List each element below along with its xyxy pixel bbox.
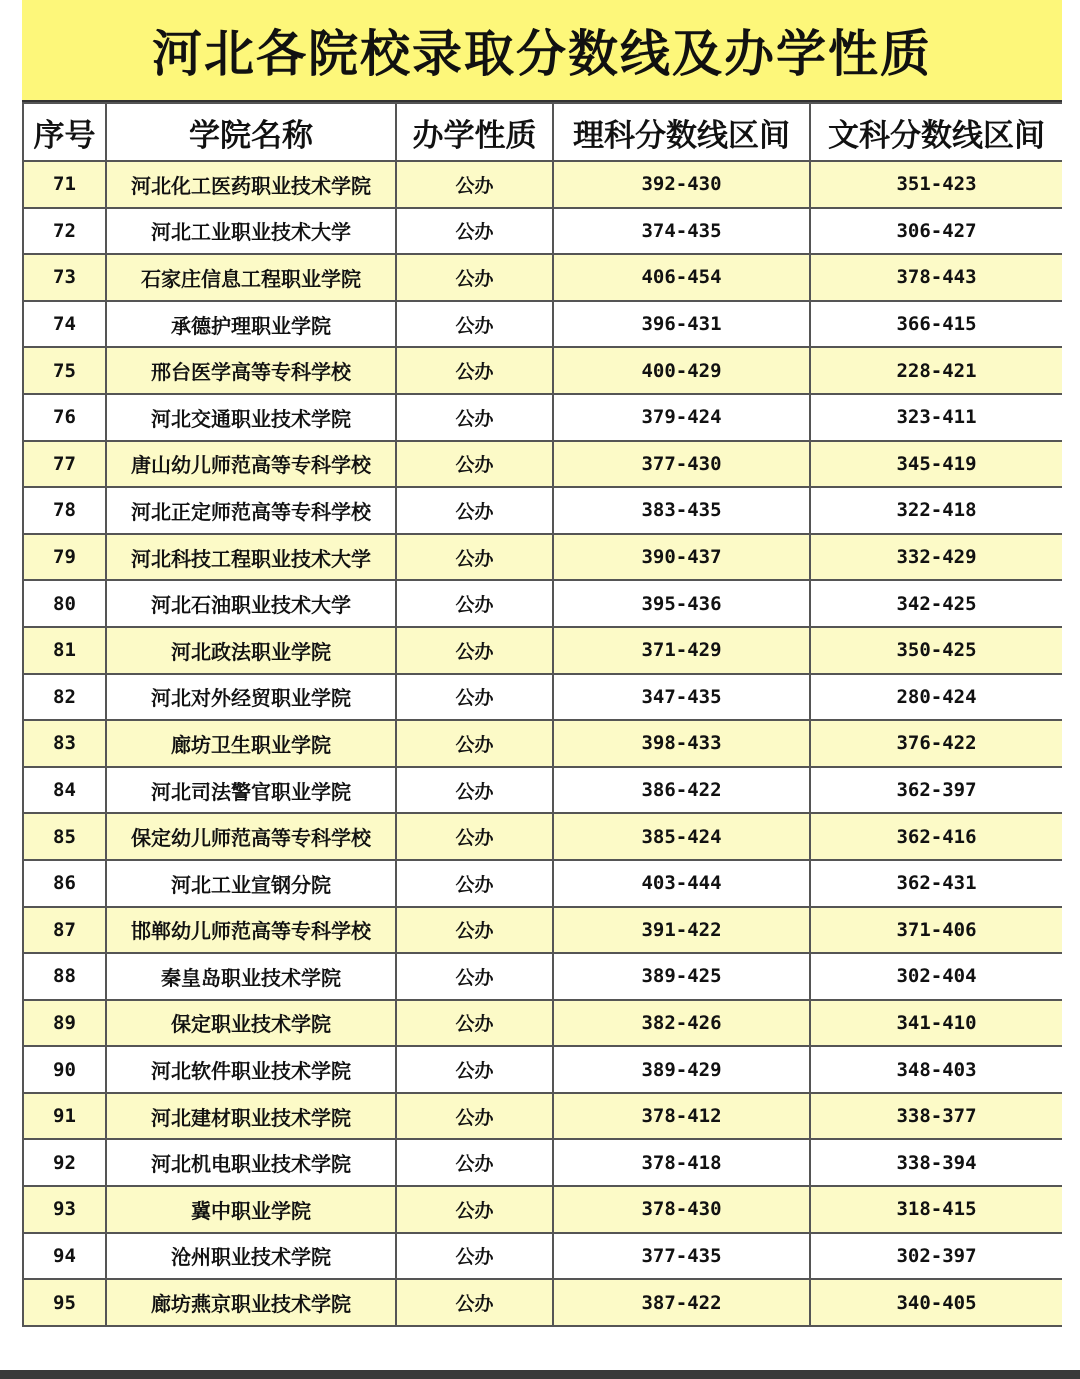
admission-score-table	[22, 102, 1062, 1327]
table-row	[23, 1093, 1062, 1140]
row-index: 90	[23, 1046, 106, 1093]
row-index: 73	[23, 254, 106, 301]
arts-score-range: 306-427	[810, 208, 1062, 255]
table-row	[23, 301, 1062, 348]
college-name: 唐山幼儿师范高等专科学校	[106, 441, 396, 488]
science-score-range: 391-422	[553, 907, 810, 954]
table-row	[23, 907, 1062, 954]
ownership-type: 公办	[396, 347, 553, 394]
arts-score-range: 322-418	[810, 487, 1062, 534]
college-name: 河北石油职业技术大学	[106, 580, 396, 627]
college-name: 保定职业技术学院	[106, 1000, 396, 1047]
table-row	[23, 627, 1062, 674]
college-name: 河北司法警官职业学院	[106, 767, 396, 814]
college-name: 河北建材职业技术学院	[106, 1093, 396, 1140]
ownership-type: 公办	[396, 953, 553, 1000]
arts-score-range: 362-397	[810, 767, 1062, 814]
table-row	[23, 1186, 1062, 1233]
science-score-range: 390-437	[553, 534, 810, 581]
ownership-type: 公办	[396, 1279, 553, 1326]
college-name: 沧州职业技术学院	[106, 1233, 396, 1280]
table-row	[23, 767, 1062, 814]
row-index: 81	[23, 627, 106, 674]
row-index: 71	[23, 161, 106, 208]
row-index: 92	[23, 1139, 106, 1186]
row-index: 91	[23, 1093, 106, 1140]
college-name: 廊坊燕京职业技术学院	[106, 1279, 396, 1326]
college-name: 河北化工医药职业技术学院	[106, 161, 396, 208]
table-row	[23, 208, 1062, 255]
ownership-type: 公办	[396, 441, 553, 488]
table-row	[23, 720, 1062, 767]
college-name: 河北软件职业技术学院	[106, 1046, 396, 1093]
arts-score-range: 362-431	[810, 860, 1062, 907]
ownership-type: 公办	[396, 627, 553, 674]
row-index: 93	[23, 1186, 106, 1233]
row-index: 76	[23, 394, 106, 441]
header-index: 序号	[23, 103, 106, 161]
table-row	[23, 860, 1062, 907]
row-index: 77	[23, 441, 106, 488]
ownership-type: 公办	[396, 674, 553, 721]
row-index: 88	[23, 953, 106, 1000]
science-score-range: 395-436	[553, 580, 810, 627]
arts-score-range: 338-394	[810, 1139, 1062, 1186]
arts-score-range: 318-415	[810, 1186, 1062, 1233]
table-row	[23, 161, 1062, 208]
arts-score-range: 342-425	[810, 580, 1062, 627]
arts-score-range: 362-416	[810, 813, 1062, 860]
header-arts-score-range: 文科分数线区间	[810, 103, 1062, 161]
science-score-range: 385-424	[553, 813, 810, 860]
science-score-range: 379-424	[553, 394, 810, 441]
arts-score-range: 280-424	[810, 674, 1062, 721]
college-name: 邢台医学高等专科学校	[106, 347, 396, 394]
row-index: 79	[23, 534, 106, 581]
college-name: 河北工业宣钢分院	[106, 860, 396, 907]
row-index: 86	[23, 860, 106, 907]
arts-score-range: 340-405	[810, 1279, 1062, 1326]
table-row	[23, 1233, 1062, 1280]
arts-score-range: 302-404	[810, 953, 1062, 1000]
arts-score-range: 371-406	[810, 907, 1062, 954]
ownership-type: 公办	[396, 1186, 553, 1233]
college-name: 河北交通职业技术学院	[106, 394, 396, 441]
row-index: 84	[23, 767, 106, 814]
row-index: 95	[23, 1279, 106, 1326]
ownership-type: 公办	[396, 208, 553, 255]
science-score-range: 347-435	[553, 674, 810, 721]
bottom-bar	[0, 1370, 1080, 1379]
science-score-range: 400-429	[553, 347, 810, 394]
header-row	[23, 103, 1062, 161]
table-row	[23, 254, 1062, 301]
arts-score-range: 345-419	[810, 441, 1062, 488]
college-name: 廊坊卫生职业学院	[106, 720, 396, 767]
college-name: 河北工业职业技术大学	[106, 208, 396, 255]
college-name: 冀中职业学院	[106, 1186, 396, 1233]
arts-score-range: 228-421	[810, 347, 1062, 394]
arts-score-range: 332-429	[810, 534, 1062, 581]
ownership-type: 公办	[396, 301, 553, 348]
arts-score-range: 350-425	[810, 627, 1062, 674]
science-score-range: 378-418	[553, 1139, 810, 1186]
ownership-type: 公办	[396, 767, 553, 814]
science-score-range: 377-430	[553, 441, 810, 488]
table-row	[23, 347, 1062, 394]
ownership-type: 公办	[396, 813, 553, 860]
science-score-range: 406-454	[553, 254, 810, 301]
row-index: 74	[23, 301, 106, 348]
arts-score-range: 366-415	[810, 301, 1062, 348]
row-index: 89	[23, 1000, 106, 1047]
science-score-range: 378-412	[553, 1093, 810, 1140]
ownership-type: 公办	[396, 1046, 553, 1093]
science-score-range: 403-444	[553, 860, 810, 907]
table-row	[23, 813, 1062, 860]
college-name: 邯郸幼儿师范高等专科学校	[106, 907, 396, 954]
science-score-range: 389-425	[553, 953, 810, 1000]
science-score-range: 371-429	[553, 627, 810, 674]
science-score-range: 387-422	[553, 1279, 810, 1326]
arts-score-range: 378-443	[810, 254, 1062, 301]
table-row	[23, 580, 1062, 627]
table-row	[23, 487, 1062, 534]
row-index: 75	[23, 347, 106, 394]
table-row	[23, 1279, 1062, 1326]
ownership-type: 公办	[396, 487, 553, 534]
science-score-range: 386-422	[553, 767, 810, 814]
college-name: 河北对外经贸职业学院	[106, 674, 396, 721]
row-index: 87	[23, 907, 106, 954]
arts-score-range: 338-377	[810, 1093, 1062, 1140]
ownership-type: 公办	[396, 720, 553, 767]
science-score-range: 396-431	[553, 301, 810, 348]
arts-score-range: 348-403	[810, 1046, 1062, 1093]
ownership-type: 公办	[396, 534, 553, 581]
college-name: 河北政法职业学院	[106, 627, 396, 674]
science-score-range: 398-433	[553, 720, 810, 767]
science-score-range: 377-435	[553, 1233, 810, 1280]
ownership-type: 公办	[396, 1139, 553, 1186]
college-name: 石家庄信息工程职业学院	[106, 254, 396, 301]
row-index: 80	[23, 580, 106, 627]
table-row	[23, 534, 1062, 581]
science-score-range: 392-430	[553, 161, 810, 208]
science-score-range: 378-430	[553, 1186, 810, 1233]
arts-score-range: 376-422	[810, 720, 1062, 767]
header-science-score-range: 理科分数线区间	[553, 103, 810, 161]
ownership-type: 公办	[396, 1093, 553, 1140]
college-name: 河北科技工程职业技术大学	[106, 534, 396, 581]
ownership-type: 公办	[396, 1233, 553, 1280]
science-score-range: 374-435	[553, 208, 810, 255]
header-ownership-type: 办学性质	[396, 103, 553, 161]
page-title: 河北各院校录取分数线及办学性质	[152, 24, 932, 83]
table-row	[23, 441, 1062, 488]
ownership-type: 公办	[396, 254, 553, 301]
college-name: 承德护理职业学院	[106, 301, 396, 348]
ownership-type: 公办	[396, 907, 553, 954]
college-name: 保定幼儿师范高等专科学校	[106, 813, 396, 860]
row-index: 83	[23, 720, 106, 767]
arts-score-range: 323-411	[810, 394, 1062, 441]
ownership-type: 公办	[396, 1000, 553, 1047]
college-name: 河北机电职业技术学院	[106, 1139, 396, 1186]
ownership-type: 公办	[396, 860, 553, 907]
college-name: 秦皇岛职业技术学院	[106, 953, 396, 1000]
ownership-type: 公办	[396, 394, 553, 441]
arts-score-range: 302-397	[810, 1233, 1062, 1280]
row-index: 94	[23, 1233, 106, 1280]
science-score-range: 382-426	[553, 1000, 810, 1047]
ownership-type: 公办	[396, 580, 553, 627]
science-score-range: 389-429	[553, 1046, 810, 1093]
arts-score-range: 341-410	[810, 1000, 1062, 1047]
table-row	[23, 953, 1062, 1000]
table-row	[23, 1139, 1062, 1186]
row-index: 85	[23, 813, 106, 860]
row-index: 82	[23, 674, 106, 721]
score-sheet	[22, 0, 1062, 1379]
table-row	[23, 1046, 1062, 1093]
college-name: 河北正定师范高等专科学校	[106, 487, 396, 534]
table-row	[23, 1000, 1062, 1047]
header-college-name: 学院名称	[106, 103, 396, 161]
ownership-type: 公办	[396, 161, 553, 208]
science-score-range: 383-435	[553, 487, 810, 534]
arts-score-range: 351-423	[810, 161, 1062, 208]
title-banner	[22, 0, 1062, 102]
table-row	[23, 674, 1062, 721]
table-body	[23, 161, 1062, 1326]
row-index: 72	[23, 208, 106, 255]
table-row	[23, 394, 1062, 441]
row-index: 78	[23, 487, 106, 534]
